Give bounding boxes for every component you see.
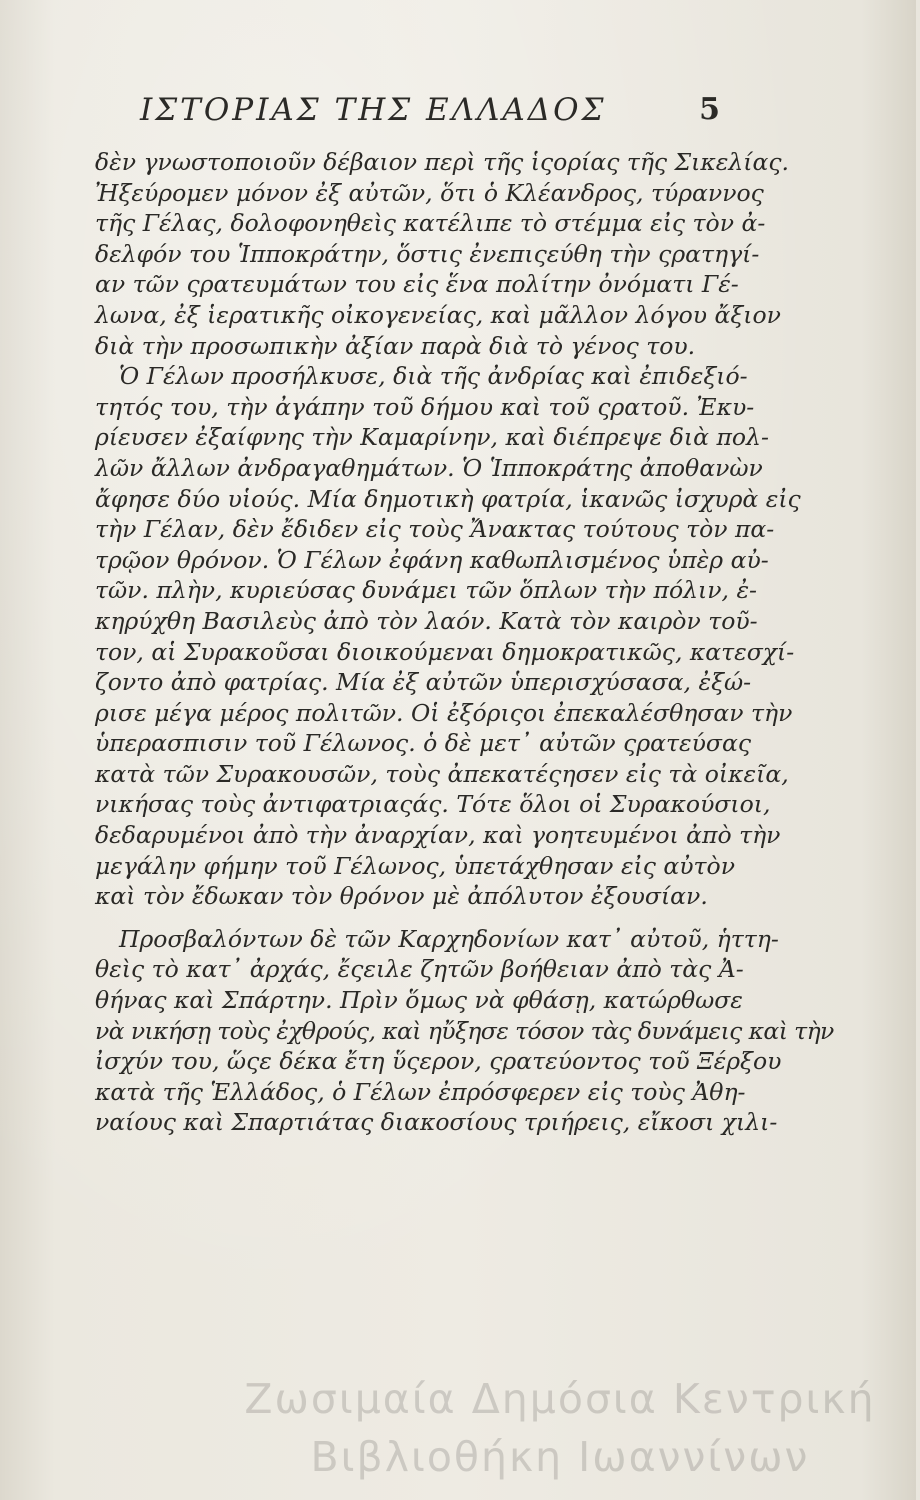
text-line: λῶν ἄλλων ἀνδραγαθημάτων. Ὁ Ἱπποκράτης ἀποθανὼν [95,453,763,482]
text-line: δελφόν του Ἱπποκράτην, ὅστις ἐνεπιςεύθη τὴν ςρατηγί- [95,239,760,268]
text-line: θήνας καὶ Σπάρτην. Πρὶν ὅμως νὰ φθάσῃ, κατώρθωσε [95,986,743,1015]
text-line: νικήσας τοὺς ἀντιφατριαςάς. Τότε ὅλοι οἱ Συρακούσιοι, [95,790,771,819]
watermark-line: Ζωσιμαία Δημόσια Κεντρική [244,1375,876,1423]
text-line: κηρύχθη Βασιλεὺς ἀπὸ τὸν λαόν. Κατὰ τὸν καιρὸν τοῦ- [95,606,758,635]
text-line: καὶ τὸν ἔδωκαν τὸν θρόνον μὲ ἀπόλυτον ἐξουσίαν. [95,882,708,911]
text-line: τρῷον θρόνον. Ὁ Γέλων ἐφάνη καθωπλισμένος ὑπὲρ αὐ- [95,545,769,574]
text-line: τητός του, τὴν ἀγάπην τοῦ δήμου καὶ τοῦ ςρατοῦ. Ἐκυ- [95,392,755,421]
text-line: Ἠξεύρομεν μόνον ἐξ αὐτῶν, ὅτι ὁ Κλέανδρος, τύραννος [95,178,764,207]
text-line: τὴν Γέλαν, δὲν ἔδιδεν εἰς τοὺς Ἄνακτας τούτους τὸν πα- [95,515,775,544]
watermark-line: Βιβλιοθήκη Ιωαννίνων [310,1433,810,1481]
text-line: αν τῶν ςρατευμάτων του εἰς ἕνα πολίτην ὀνόματι Γέ- [95,270,739,299]
library-watermark [200,1370,920,1486]
text-line: δεδαρυμένοι ἀπὸ τὴν ἀναρχίαν, καὶ γοητευμένοι ἀπὸ τὴν [95,821,781,850]
body-text [95,147,834,1138]
page-header [140,92,720,132]
text-line: ναίους καὶ Σπαρτιάτας διακοσίους τριήρεις, εἴκοσι χιλι- [95,1108,778,1137]
text-line: τῶν. πλὴν, κυριεύσας δυνάμει τῶν ὅπλων τὴν πόλιν, ἐ- [95,576,757,605]
paragraph-gap [95,912,735,924]
text-line: τον, αἱ Συρακοῦσαι διοικούμεναι δημοκρατικῶς, κατεσχί- [95,637,795,666]
text-line: ἰσχύν του, ὥςε δέκα ἔτη ὕςερον, ςρατεύοντος τοῦ Ξέρξου [95,1047,782,1076]
text-line: θεὶς τὸ κατ᾽ ἀρχάς, ἔςειλε ζητῶν βοήθειαν ἀπὸ τὰς Ἀ- [95,955,744,984]
running-head: ΙΣΤΟΡΙΑΣ ΤΗΣ ΕΛΛΑΔΟΣ [140,92,607,128]
text-line: ὑπερασπισιν τοῦ Γέλωνος. ὁ δὲ μετ᾽ αὐτῶν ςρατεύσας [95,729,751,758]
page-number: 5 [699,92,720,127]
text-line: ζοντο ἀπὸ φατρίας. Μία ἐξ αὐτῶν ὑπερισχύσασα, ἐξώ- [95,668,752,697]
text-line: κατὰ τῆς Ἑλλάδος, ὁ Γέλων ἐπρόσφερεν εἰς τοὺς Ἀθη- [95,1077,746,1106]
text-line: δὲν γνωστοποιοῦν δέβαιον περὶ τῆς ἱςορίας τῆς Σικελίας. [95,148,790,176]
text-line: Ὁ Γέλων προσήλκυσε, διὰ τῆς ἀνδρίας καὶ ἐπιδεξιό- [119,362,748,391]
text-line: νὰ νικήσῃ τοὺς ἐχθρούς, καὶ ηὔξησε τόσον τὰς δυνάμεις καὶ τὴν [95,1016,834,1045]
text-line: κατὰ τῶν Συρακουσῶν, τοὺς ἀπεκατέςησεν εἰς τὰ οἰκεῖα, [95,759,789,788]
text-line: διὰ τὴν προσωπικὴν ἀξίαν παρὰ διὰ τὸ γένος του. [95,331,696,360]
text-line: τῆς Γέλας, δολοφονηθεὶς κατέλιπε τὸ στέμμα εἰς τὸν ἀ- [95,209,766,238]
text-line: λωνα, ἐξ ἱερατικῆς οἰκογενείας, καὶ μᾶλλον λόγου ἄξιον [95,300,781,329]
text-line: ἄφησε δύο υἱούς. Μία δημοτικὴ φατρία, ἱκανῶς ἰσχυρὰ εἰς [95,484,801,513]
text-line: Προσβαλόντων δὲ τῶν Καρχηδονίων κατ᾽ αὐτοῦ, ἡττη- [119,924,779,953]
text-line: ρισε μέγα μέρος πολιτῶν. Οἱ ἐξόριςοι ἐπεκαλέσθησαν τὴν [95,698,793,727]
text-line: ρίευσεν ἐξαίφνης τὴν Καμαρίνην, καὶ διέπρεψε διὰ πολ- [95,423,769,452]
text-line: μεγάλην φήμην τοῦ Γέλωνος, ὑπετάχθησαν εἰς αὐτὸν [95,851,735,880]
